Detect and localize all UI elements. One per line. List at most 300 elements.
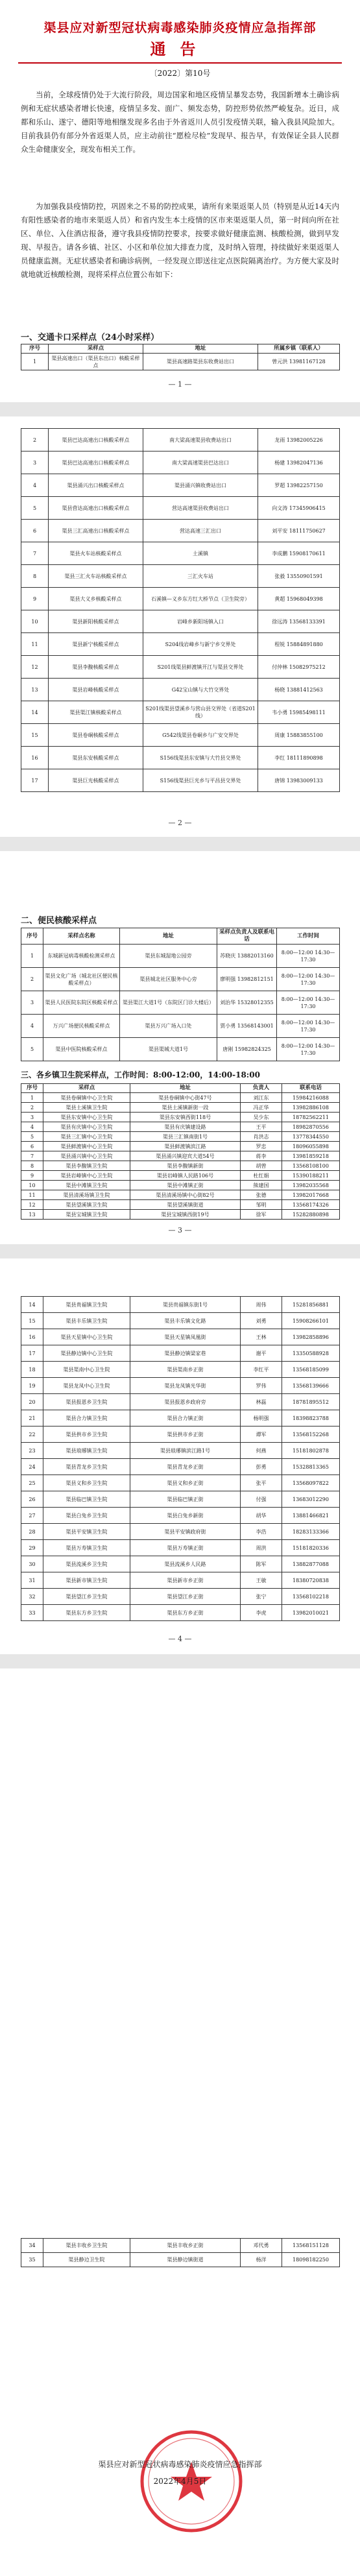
table-cell: 13 — [21, 679, 49, 701]
table-cell: 渠县报恩乡政府旁 — [130, 1394, 241, 1410]
table-cell: 渠县静边卫生院 — [43, 2253, 130, 2267]
table-cell: 渠县李馥核酸采样点 — [49, 656, 143, 679]
table-cell: 李浩 — [241, 1524, 282, 1540]
red-divider — [18, 62, 342, 64]
page-number-1: — 1 — — [168, 380, 192, 389]
table-cell: 彭勇 — [241, 1459, 282, 1475]
table-cell: 周伟 — [241, 1297, 282, 1313]
table-row — [21, 451, 340, 474]
table-cell: 渠县中医院核酸采样点 — [43, 1038, 120, 1061]
table-cell: 刘江东 — [241, 1093, 282, 1103]
table-header: 采样点 — [43, 1084, 130, 1093]
table-cell: 11 — [21, 1190, 43, 1200]
table-cell: 渠县合力镇卫生院 — [43, 1410, 130, 1426]
table-cell: 12 — [21, 656, 49, 679]
table-cell: 渠县临巴镇正街 — [130, 1491, 241, 1508]
table-cell: 4 — [21, 1015, 43, 1038]
table-cell: 渠县渠城大道1号 — [120, 1038, 217, 1061]
table-cell: 渠县卷硐镇中心街47号 — [130, 1093, 241, 1103]
table-row — [21, 565, 340, 588]
table-cell: 29 — [21, 1540, 43, 1556]
table-cell: 16 — [21, 747, 49, 769]
table-cell: S201线渠县望溪乡与营山县交界处（省道S201线） — [143, 701, 258, 724]
table-cell: 16 — [21, 1329, 43, 1345]
table-row — [21, 1161, 340, 1171]
table-row — [21, 1410, 340, 1426]
table-cell: 石溪镇—义乡东方红大桥节点（卫生院旁） — [143, 588, 258, 610]
table-cell: 渠县卷硐镇中心卫生院 — [43, 1093, 130, 1103]
table-cell: 周康 15883855100 — [258, 724, 340, 747]
table-header: 序号 — [21, 928, 43, 945]
table-cell: 杨晓 13881412563 — [258, 679, 340, 701]
table-cell: 渠县火车站核酸采样点 — [49, 542, 143, 565]
table-cell: 杨建 13982047136 — [258, 451, 340, 474]
table-cell: 7 — [21, 542, 49, 565]
table-cell: 2 — [21, 429, 49, 451]
table-row — [21, 1508, 340, 1524]
table-cell: 渠县中滩镇正街 — [130, 1181, 241, 1190]
table-row — [21, 968, 340, 991]
table-cell: 18782562211 — [282, 1113, 340, 1122]
table-cell: 17 — [21, 769, 49, 792]
table-cell: 渠县琅琊镇滨江路1号 — [130, 1443, 241, 1459]
table-cell: 渠县望江乡正街 — [130, 1589, 241, 1605]
table-cell: 胡曾 — [241, 1161, 282, 1171]
table-header: 采样点 — [49, 344, 143, 354]
table-cell: 15281856881 — [282, 1297, 340, 1313]
table-row — [21, 1142, 340, 1151]
table-cell: 渠县白兔乡新街 — [130, 1508, 241, 1524]
table-cell: 6 — [21, 1142, 43, 1151]
table-cell: 渠县清溪场镇卫生院 — [43, 1190, 130, 1200]
table-cell: 渠县李馥镇卫生院 — [43, 1161, 130, 1171]
table-cell: 唐刚 15982824325 — [217, 1038, 277, 1061]
table-cell: 14 — [21, 701, 49, 724]
table-header: 采样点负责人及联系电话 — [217, 928, 277, 945]
section3-title: 三、各乡镇卫生院采样点，工作时间：8:00-12:00，14:00-18:00 — [21, 1070, 260, 1079]
table-cell: 13982035568 — [282, 1181, 340, 1190]
table-header: 序号 — [21, 344, 49, 354]
table-cell: 13981859218 — [282, 1151, 340, 1161]
table-row — [21, 1038, 340, 1061]
table-cell: 杨明强 — [241, 1410, 282, 1426]
table-cell: 渠县新宁核酸采样点 — [49, 633, 143, 656]
table-cell: 李红平 — [241, 1362, 282, 1378]
section3-table-continued — [21, 1296, 340, 1621]
table-cell: 5 — [21, 1132, 43, 1142]
table-cell: 渠县东方乡卫生院 — [43, 1605, 130, 1621]
table-cell: 渠县有庆镇建设路 — [130, 1122, 241, 1132]
table-cell: 渠县渠南乡正街 — [130, 1362, 241, 1378]
table-cell: 渠县鲜渡镇滨江路 — [130, 1142, 241, 1151]
table-cell: 渠县涌兴镇收费站出口 — [143, 474, 258, 497]
table-cell: 渠县营达高速出口核酸采样点 — [49, 497, 143, 520]
section1-table — [21, 344, 340, 370]
table-cell: 渠县临巴镇卫生院 — [43, 1491, 130, 1508]
table-cell: 王平 — [241, 1122, 282, 1132]
table-header: 序号 — [21, 1084, 43, 1093]
table-row — [21, 1572, 340, 1589]
table-cell: 渠县巴达高速出口核酸采样点 — [49, 429, 143, 451]
table-row — [21, 1200, 340, 1210]
table-row — [21, 1210, 340, 1220]
table-cell: 18096055898 — [282, 1142, 340, 1151]
table-row — [21, 354, 340, 370]
table-row — [21, 1362, 340, 1378]
table-cell: 渠县巨光核酸采样点 — [49, 769, 143, 792]
table-cell: 刘平安 18111750627 — [258, 520, 340, 542]
table-cell: 渠县城北社区服务中心旁 — [120, 968, 217, 991]
table-cell: 23 — [21, 1443, 43, 1459]
table-header: 工作时间 — [277, 928, 340, 945]
table-row — [21, 1426, 340, 1443]
table-cell: 吴少东 — [241, 1113, 282, 1122]
section1-table-continued — [21, 428, 340, 792]
table-cell: 渠县有庆镇中心卫生院 — [43, 1122, 130, 1132]
section1-title: 一、交通卡口采样点（24小时采样） — [21, 333, 160, 343]
table-cell: 渠县东安核酸采样点 — [49, 747, 143, 769]
table-row — [21, 1345, 340, 1362]
section3-table — [21, 1083, 340, 1220]
table-cell: 南大梁高速渠县收费站出口 — [143, 429, 258, 451]
table-cell: 4 — [21, 474, 49, 497]
table-cell: 18380720838 — [282, 1572, 340, 1589]
table-cell: 1 — [21, 945, 43, 968]
table-cell: 冯正华 — [241, 1103, 282, 1113]
table-cell: 13568139666 — [282, 1378, 340, 1394]
page-number-2: — 2 — — [168, 819, 192, 827]
table-cell: 8 — [21, 1161, 43, 1171]
table-row — [21, 1171, 340, 1181]
table-cell: 15390188211 — [282, 1171, 340, 1181]
table-cell: 韦小勇 15985498111 — [258, 701, 340, 724]
table-row — [21, 1103, 340, 1113]
table-cell: 18283133366 — [282, 1524, 340, 1540]
table-cell: 6 — [21, 520, 49, 542]
table-cell: 徐远涛 13568133391 — [258, 610, 340, 633]
table-header: 所属乡镇（联系人） — [258, 344, 340, 354]
table-cell: 渠县岩峰核酸采样点 — [49, 679, 143, 701]
table-row — [21, 1297, 340, 1313]
table-cell: 唐锦 13983009133 — [258, 769, 340, 792]
table-cell: 渠县丰收乡正街 — [130, 2239, 241, 2253]
table-cell: 渠县拱市乡正街 — [130, 1426, 241, 1443]
table-cell: 15181820336 — [282, 1540, 340, 1556]
table-row — [21, 1443, 340, 1459]
table-cell: 13982017668 — [282, 1190, 340, 1200]
table-cell: 渠县岩峰镇人民路106号 — [130, 1171, 241, 1181]
table-row — [21, 1093, 340, 1103]
table-cell: 8:00—12:00 14:30—17:30 — [277, 968, 340, 991]
table-cell: 渠县万寿镇卫生院 — [43, 1540, 130, 1556]
table-cell: 三汇火车站 — [143, 565, 258, 588]
table-cell: 胡华 — [241, 1508, 282, 1524]
table-cell: 渠县土溪镇卫生院 — [43, 1103, 130, 1113]
table-cell: 渠县龙凤中心卫生院 — [43, 1378, 130, 1394]
table-row — [21, 1181, 340, 1190]
signature-date: 2022年4月5日 — [153, 2477, 207, 2486]
table-cell: 渠县平安镇卫生院 — [43, 1524, 130, 1540]
table-row — [21, 1313, 340, 1329]
table-cell: 渠县东安镇中心卫生院 — [43, 1113, 130, 1122]
table-cell: 13882877088 — [282, 1556, 340, 1572]
page-number-3: — 3 — — [168, 1226, 192, 1234]
table-cell: 18 — [21, 1362, 43, 1378]
table-cell: 林磊 — [241, 1394, 282, 1410]
table-cell: 渠县望溪镇街道 — [130, 1200, 241, 1210]
table-header: 负责人 — [241, 1084, 282, 1093]
table-cell: 渠县涌兴出口核酸采样点 — [49, 474, 143, 497]
table-cell: 龙雨 13982005226 — [258, 429, 340, 451]
table-cell: 渠县高速出口（渠县东出口）核酸采样点 — [49, 354, 143, 370]
table-row — [21, 1151, 340, 1161]
table-cell: 渠县三汇高速出口核酸采样点 — [49, 520, 143, 542]
table-cell: 19 — [21, 1378, 43, 1394]
page-gap — [0, 402, 360, 416]
table-cell: 渠县三汇镇南街1号 — [130, 1132, 241, 1142]
table-cell: 周洪 — [241, 1540, 282, 1556]
table-row — [21, 1132, 340, 1142]
table-cell: 廖明强 13982812151 — [217, 968, 277, 991]
table-cell: 3 — [21, 991, 43, 1015]
table-row — [21, 429, 340, 451]
table-cell: 渠县渠南中心卫生院 — [43, 1362, 130, 1378]
page-gap — [0, 837, 360, 851]
table-cell: 渠县望江乡卫生院 — [43, 1589, 130, 1605]
table-cell: 付仲林 15082975212 — [258, 656, 340, 679]
table-cell: 2 — [21, 1103, 43, 1113]
table-cell: 万兴广场便民核酸采样点 — [43, 1015, 120, 1038]
table-cell: 15908266101 — [282, 1313, 340, 1329]
table-cell: 渠县丰乐镇文化路 — [130, 1313, 241, 1329]
table-cell: 10 — [21, 610, 49, 633]
table-row — [21, 1524, 340, 1540]
section2-table — [21, 928, 340, 1061]
table-cell: 渠县青龙乡正街 — [130, 1459, 241, 1475]
table-cell: 渠县涌兴镇中心卫生院 — [43, 1151, 130, 1161]
table-header: 地址 — [143, 344, 258, 354]
table-cell: 渠县静边镇中心卫生院 — [43, 1345, 130, 1362]
table-cell: 蒋李 — [241, 1151, 282, 1161]
table-cell: 13568151128 — [282, 2239, 340, 2253]
table-cell: 渠县人民医院东院区核酸采样点 — [43, 991, 120, 1015]
intro-paragraph-2: 为加强我县疫情防控，巩固来之不易的防控成果，请所有来渠返渠人员（特别是从近14天内有阳性感染者的地市来渠返人员）和省内发生本土疫情的区市来渠返渠人员，第一时间向所在社区、单位、入住酒店报备，遵守我县疫情防控要求，按要求做好健康监测、核酸检测，做到早发现、早报告。请各乡镇、社区、小区和单位加大排查力度，及时纳入管理，持续做好来渠返渠人员健康监测。无症状感染者和确诊病例，一经发现立即送往定点医院隔离治疗。为方便大家及时就地就近核酸检测，现将采样点位置公布如下： — [21, 202, 339, 279]
table-cell: 18982870556 — [282, 1122, 340, 1132]
table-cell: 15181802878 — [282, 1443, 340, 1459]
table-cell: 渠县宝城镇卫生院 — [43, 1210, 130, 1220]
table-row — [21, 1491, 340, 1508]
page-gap — [0, 1244, 360, 1258]
table-header: 采样点名称 — [43, 928, 120, 945]
table-cell: 南大梁高速渠县巴达出口 — [143, 451, 258, 474]
table-cell: 渠县望溪镇卫生院 — [43, 1200, 130, 1210]
table-cell: 5 — [21, 1038, 43, 1061]
table-cell: 13568174326 — [282, 1200, 340, 1210]
table-cell: 付强 — [241, 1491, 282, 1508]
table-cell: G42宝山镇与大竹交界处 — [143, 679, 258, 701]
table-row — [21, 2239, 340, 2253]
table-cell: 渠县天星镇中心卫生院 — [43, 1329, 130, 1345]
table-cell: 28 — [21, 1524, 43, 1540]
table-cell: 渠县新市镇卫生院 — [43, 1572, 130, 1589]
table-cell: 渠县渠江大道1号（东院区门诊大楼后） — [120, 991, 217, 1015]
table-row — [21, 656, 340, 679]
table-cell: 7 — [21, 1151, 43, 1161]
table-cell: 土溪镇 — [143, 542, 258, 565]
table-cell: 谭军 — [241, 1426, 282, 1443]
table-cell: 18398823788 — [282, 1410, 340, 1426]
table-row — [21, 747, 340, 769]
table-cell: 渠县合力镇正街 — [130, 1410, 241, 1426]
table-cell: 渠县流溪乡人民路 — [130, 1556, 241, 1572]
table-cell: 11 — [21, 633, 49, 656]
table-cell: 刘治华 15328012355 — [217, 991, 277, 1015]
table-cell: 渠县文化广场（城北社区便民核酸采样点） — [43, 968, 120, 991]
section2-title: 二、便民核酸采样点 — [21, 916, 97, 926]
table-cell: 13 — [21, 1210, 43, 1220]
table-cell: 肖洪志 — [241, 1132, 282, 1142]
table-cell: 22 — [21, 1426, 43, 1443]
table-row — [21, 1540, 340, 1556]
table-cell: 3 — [21, 451, 49, 474]
table-row — [21, 633, 340, 656]
table-cell: 张平 — [241, 1475, 282, 1491]
table-cell: 渠县天星镇凤凰街 — [130, 1329, 241, 1345]
table-row — [21, 1190, 340, 1200]
table-row — [21, 497, 340, 520]
table-cell: 18781895512 — [282, 1394, 340, 1410]
table-cell: 渠县渠江镇核酸采样点 — [49, 701, 143, 724]
table-cell: G542线渠县卷硐乡与广安交界处 — [143, 724, 258, 747]
table-cell: 渠县东方乡正街 — [130, 1605, 241, 1621]
table-cell: 贾小勇 13568143001 — [217, 1015, 277, 1038]
table-cell: 13881466821 — [282, 1508, 340, 1524]
table-cell: 渠县龙凤镇光华街 — [130, 1378, 241, 1394]
table-cell: 9 — [21, 1171, 43, 1181]
page-number-4: — 4 — — [168, 1635, 192, 1643]
table-cell: 渠县新市乡正街 — [130, 1572, 241, 1589]
table-row — [21, 588, 340, 610]
table-row — [21, 679, 340, 701]
table-cell: 15328813365 — [282, 1459, 340, 1475]
table-header: 地址 — [120, 928, 217, 945]
table-cell: 刘勇 — [241, 1313, 282, 1329]
section3-table-end — [21, 2238, 340, 2267]
table-cell: S156线渠县巨光乡与平昌县交界处 — [143, 769, 258, 792]
table-cell: 渠县高速路渠县东收费站出口 — [143, 354, 258, 370]
table-cell: 渠县中滩镇卫生院 — [43, 1181, 130, 1190]
table-cell: 8 — [21, 565, 49, 588]
table-cell: 渠县拱市乡卫生院 — [43, 1426, 130, 1443]
table-cell: 渠县三汇镇中心卫生院 — [43, 1132, 130, 1142]
table-cell: 罗忠 — [241, 1142, 282, 1151]
table-cell: 21 — [21, 1410, 43, 1426]
page-gap — [0, 1654, 360, 1668]
table-row — [21, 520, 340, 542]
table-cell: 9 — [21, 588, 49, 610]
table-cell: 18098182250 — [282, 2253, 340, 2267]
table-cell: 黄超 15968049398 — [258, 588, 340, 610]
table-cell: S201线渠县鲜渡镇开江与渠县交界处 — [143, 656, 258, 679]
table-cell: 李红 18111890898 — [258, 747, 340, 769]
table-cell: 渠县万兴广场入口处 — [120, 1015, 217, 1038]
table-cell: 5 — [21, 497, 49, 520]
table-cell: 1 — [21, 354, 49, 370]
table-cell: 13778344550 — [282, 1132, 340, 1142]
table-cell: 渠县贵福镇卫生院 — [43, 1297, 130, 1313]
table-cell: 15282880898 — [282, 1210, 340, 1220]
doc-header-subtitle: 通告 — [150, 40, 210, 58]
table-cell: 渠县平安镇政府街 — [130, 1524, 241, 1540]
table-cell: 张德 — [241, 1190, 282, 1200]
table-cell: 李成鹏 15908170611 — [258, 542, 340, 565]
table-cell: 杨洋 — [241, 2253, 282, 2267]
table-row — [21, 1015, 340, 1038]
table-row — [21, 945, 340, 968]
table-cell: 何燕 — [241, 1443, 282, 1459]
table-cell: 20 — [21, 1394, 43, 1410]
table-cell: 苏晓庆 13882013160 — [217, 945, 277, 968]
table-cell: 4 — [21, 1122, 43, 1132]
table-cell: 渠县义和乡正街 — [130, 1475, 241, 1491]
table-cell: 15 — [21, 1313, 43, 1329]
table-row — [21, 1122, 340, 1132]
table-cell: 渠县报恩乡卫生院 — [43, 1394, 130, 1410]
table-cell: 东城新冠病毒核酸检测采样点 — [43, 945, 120, 968]
table-cell: 1 — [21, 1093, 43, 1103]
table-cell: 13568102218 — [282, 1589, 340, 1605]
table-row — [21, 1378, 340, 1394]
table-cell: 渠县鲜渡镇中心卫生院 — [43, 1142, 130, 1151]
table-cell: 杜红娟 — [241, 1171, 282, 1181]
table-row — [21, 1475, 340, 1491]
table-cell: 向文涛 17345906415 — [258, 497, 340, 520]
table-cell: 渠县三汇火车站核酸采样点 — [49, 565, 143, 588]
table-cell: 34 — [21, 2239, 43, 2253]
table-cell: 13683012290 — [282, 1491, 340, 1508]
table-cell: 13568097822 — [282, 1475, 340, 1491]
table-cell: S204线岩峰乡与新宁乡交界处 — [143, 633, 258, 656]
table-cell: 谢平 — [241, 1345, 282, 1362]
table-cell: 31 — [21, 1572, 43, 1589]
table-cell: 13982886108 — [282, 1103, 340, 1113]
table-cell: 王林 — [241, 1329, 282, 1345]
table-cell: 渠县土溪镇新街一段 — [130, 1103, 241, 1113]
table-cell: 8:00—12:00 14:30—17:30 — [277, 991, 340, 1015]
table-row — [21, 1459, 340, 1475]
table-row — [21, 724, 340, 747]
table-cell: 渠县贵福镇东街1号 — [130, 1297, 241, 1313]
table-cell: 13350588928 — [282, 1345, 340, 1362]
table-row — [21, 1556, 340, 1572]
table-cell: 渠县流溪乡卫生院 — [43, 1556, 130, 1572]
table-cell: 8:00—12:00 14:30—17:30 — [277, 945, 340, 968]
table-cell: 渠县白兔乡卫生院 — [43, 1508, 130, 1524]
table-cell: 8:00—12:00 14:30—17:30 — [277, 1015, 340, 1038]
table-row — [21, 542, 340, 565]
table-cell: 32 — [21, 1589, 43, 1605]
signature-org: 渠县应对新型冠状病毒感染肺炎疫情应急指挥部 — [98, 2460, 262, 2469]
table-cell: 12 — [21, 1200, 43, 1210]
table-cell: 渠县东安镇西街118号 — [130, 1113, 241, 1122]
table-cell: 25 — [21, 1475, 43, 1491]
table-cell: 2 — [21, 968, 43, 991]
table-cell: 邓代勇 — [241, 2239, 282, 2253]
doc-header-title: 渠县应对新型冠状病毒感染肺炎疫情应急指挥部 — [43, 21, 317, 35]
table-row — [21, 769, 340, 792]
table-header: 地址 — [130, 1084, 241, 1093]
table-cell: 邹明 — [241, 1200, 282, 1210]
